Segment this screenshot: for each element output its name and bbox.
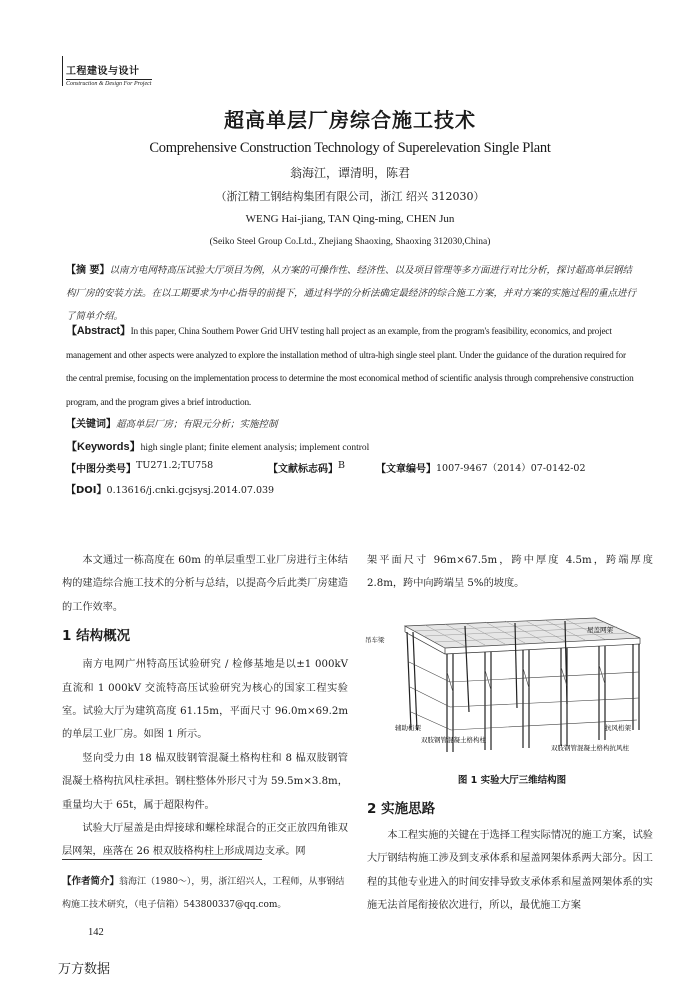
keywords-cn-text: 超高单层厂房；有限元分析；实施控制: [116, 419, 278, 430]
label-wind-column: 双肢钢管混凝土格构抗风柱: [551, 744, 629, 752]
section-1-heading: 1 结构概况: [62, 628, 131, 645]
doi-value: 0.13616/j.cnki.gcjsysj.2014.07.039: [106, 485, 275, 496]
section-1-paragraph-2: 竖向受力由 18 榀双肢钢管混凝土格构柱和 8 榀双肢钢管混凝土格构抗风柱承担。钢柱整体外形尺寸为 59.5m×3.8m，重量均大于 65t，属于超限构件。: [62, 752, 348, 811]
article-number-field: [376, 460, 586, 475]
wanfang-watermark: 万方数据: [58, 962, 111, 977]
abstract-en: [66, 320, 636, 415]
classification-line: [66, 460, 636, 476]
section-2-paragraph-1: 本工程实施的关键在于选择工程实际情况的施工方案，试验大厅钢结构施工涉及到支承体系和屋盖网架体系两大部分。因工程的其他专业进入的时间安排导致支承体系和屋盖网架体系的实施无法首尾衔接依次进行，所以，最优施工方案: [367, 830, 653, 912]
label-wind-truss: 抗风桁架: [605, 724, 631, 732]
section-2-heading: 2 实施思路: [367, 801, 436, 817]
authors-cn: 翁海江，谭清明，陈君: [289, 166, 410, 180]
label-roof-truss: 屋盖网架: [587, 626, 613, 634]
label-aux-truss: 辅助桁架: [395, 724, 421, 732]
figure-1-caption: 图 1 实验大厅三维结构图: [457, 775, 567, 786]
doi-line: [66, 481, 636, 496]
keywords-en-label: 【Keywords】: [66, 441, 141, 453]
abstract-cn-text: 以南方电网特高压试验大厅项目为例，从方案的可操作性、经济性、以及项目管理等多方面进行对比分析，探讨超高单层钢结构厂房的安装方法。在以工期要求为中心指导的前提下，通过科学的分析法确定最经济的综合施工方案，并对方案的实施过程的重点进行了简单介绍。: [66, 265, 637, 322]
journal-header: [66, 62, 152, 87]
clc-value: TU271.2;TU758: [136, 460, 214, 471]
clc-field: [66, 460, 214, 475]
doi-label: 【DOI】: [66, 485, 107, 496]
page-number: 142: [88, 927, 104, 938]
journal-name-cn: 工程建设与设计: [66, 66, 140, 77]
article-title-cn: 超高单层厂房综合施工技术: [224, 108, 476, 132]
affiliation-cn: （浙江精工钢结构集团有限公司，浙江 绍兴 312030）: [215, 190, 485, 203]
clc-label: 【中图分类号】: [66, 464, 136, 475]
doc-code-label: 【文献标志码】: [268, 464, 338, 475]
right-column-top: [367, 549, 653, 596]
keywords-en-text: high single plant; finite element analysis; implement control: [140, 443, 370, 453]
label-crane-beam: 吊车梁: [365, 636, 385, 644]
hall-3d-structure-figure: [365, 612, 655, 762]
header-corner-rule: [62, 56, 63, 86]
abstract-en-text: In this paper, China Southern Power Grid UHV testing hall project as an example, from the program's feasibility, economics, and project management and other aspects were analyzed to explore the installation method of ultra-high single steel plant. Under the guidance of the duration required for the central premise, focusing on the implementation process to determine the most economical method of scientific analysis through comprehensive construction program, and the program gives a brief introduction.: [66, 327, 634, 408]
footnote-label: 【作者简介】: [62, 876, 120, 887]
keywords-cn: [66, 415, 636, 430]
article-title-en: Comprehensive Construction Technology of Superelevation Single Plant: [149, 140, 551, 156]
affiliation-en: (Seiko Steel Group Co.Ltd., Zhejiang Shaoxing, Shaoxing 312030,China): [209, 237, 491, 247]
doc-code-value: B: [338, 460, 345, 471]
author-bio-footnote: [62, 870, 352, 917]
journal-name-en: Construction & Design For Project: [66, 81, 152, 87]
keywords-cn-label: 【关键词】: [66, 419, 116, 430]
intro-paragraph: 本文通过一栋高度在 60m 的单层重型工业厂房进行主体结构的建造综合施工技术的分析与总结，以提高今后此类厂房建造的工作效率。: [62, 555, 348, 613]
keywords-en: [66, 438, 636, 454]
footnote-rule: [62, 859, 262, 860]
article-number-label: 【文章编号】: [376, 464, 436, 475]
article-number-value: 1007-9467（2014）07-0142-02: [436, 463, 586, 474]
abstract-cn: [66, 259, 636, 328]
right-continuation-paragraph: 架平面尺寸 96m×67.5m，跨中厚度 4.5m，跨端厚度 2.8m，跨中向跨端呈 5%的坡度。: [367, 555, 653, 590]
footnote-text: 翁海江（1980～），男，浙江绍兴人，工程师，从事钢结构施工技术研究，（电子信箱）543800337@qq.com。: [62, 877, 345, 910]
authors-en: WENG Hai-jiang, TAN Qing-ming, CHEN Jun: [245, 213, 455, 225]
abstract-en-label: 【Abstract】: [66, 325, 131, 337]
section-1-paragraph-1: 南方电网广州特高压试验研究 / 检修基地是以±1 000kV 直流和 1 000kV 交流特高压试验研究为核心的国家工程实验室。试验大厅为建筑高度 61.15m，平面尺寸 96.0m×69.2m 的单层工业厂房。如图 1 所示。: [62, 659, 348, 741]
left-column: [62, 549, 348, 864]
doc-code-field: [268, 460, 345, 475]
section-1-paragraph-3: 试验大厅屋盖是由焊接球和螺栓球混合的正交正放四角锥双层网架，座落在 26 根双肢格构柱上形成周边支承。网: [62, 823, 348, 858]
abstract-cn-label: 【摘 要】: [66, 265, 110, 276]
label-column: 双肢钢管混凝土格构柱: [421, 736, 486, 744]
right-column-bottom: [367, 824, 653, 918]
